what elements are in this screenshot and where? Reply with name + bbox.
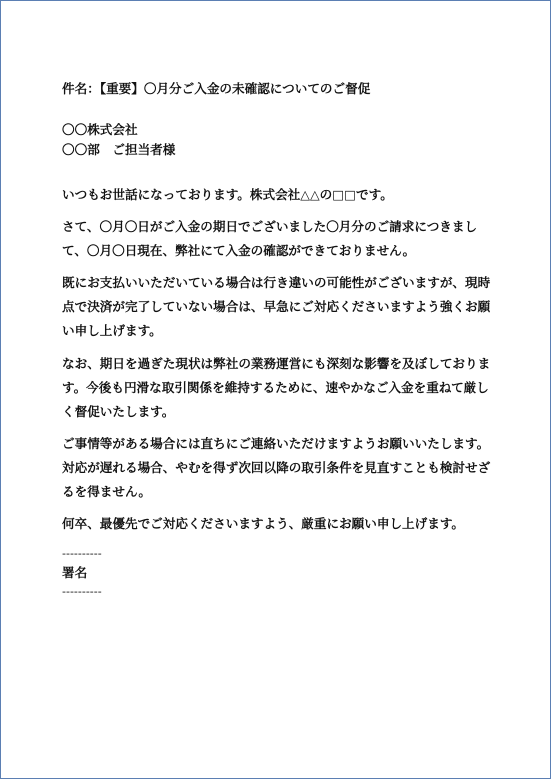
paragraph-payment-not-confirmed: さて、〇月〇日がご入金の期日でございました〇月分のご請求につきまして、〇月〇日現在、弊社にて入金の確認ができておりません。 bbox=[62, 219, 478, 258]
separator-top: ---------- bbox=[62, 547, 102, 560]
separator-bottom: ---------- bbox=[62, 585, 102, 598]
closing-paragraph: 何卒、最優先でご対応くださいますよう、厳重にお願い申し上げます。 bbox=[62, 516, 464, 531]
paragraph-contact-request: ご事情等がある場合には直ちにご連絡いただけますようお願いいたします。対応が遅れる場合、やむを得ず次回以降の取引条件を見直すことも検討せざるを得ません。 bbox=[62, 436, 491, 499]
greeting-paragraph: いつもお世話になっております。株式会社△△の□□です。 bbox=[62, 187, 393, 202]
paragraph-business-impact: なお、期日を過ぎた現状は弊社の業務運営にも深刻な影響を及ぼしております。今後も円滑な取引関係を維持するために、速やかなご入金を重ねて厳しく督促いたします。 bbox=[62, 356, 491, 419]
letter-body bbox=[62, 79, 492, 600]
recipient-company: 〇〇株式会社 bbox=[62, 122, 138, 137]
recipient-department: 〇〇部 ご担当者様 bbox=[62, 142, 176, 157]
signature-label: 署名 bbox=[62, 565, 88, 580]
paragraph-request-payment: 既にお支払いいただいている場合は行き違いの可能性がございますが、現時点で決済が完了していない場合は、早急にご対応くださいますよう強くお願い申し上げます。 bbox=[62, 275, 491, 338]
subject-line: 件名：【重要】〇月分ご入金の未確認についてのご督促 bbox=[62, 81, 371, 96]
